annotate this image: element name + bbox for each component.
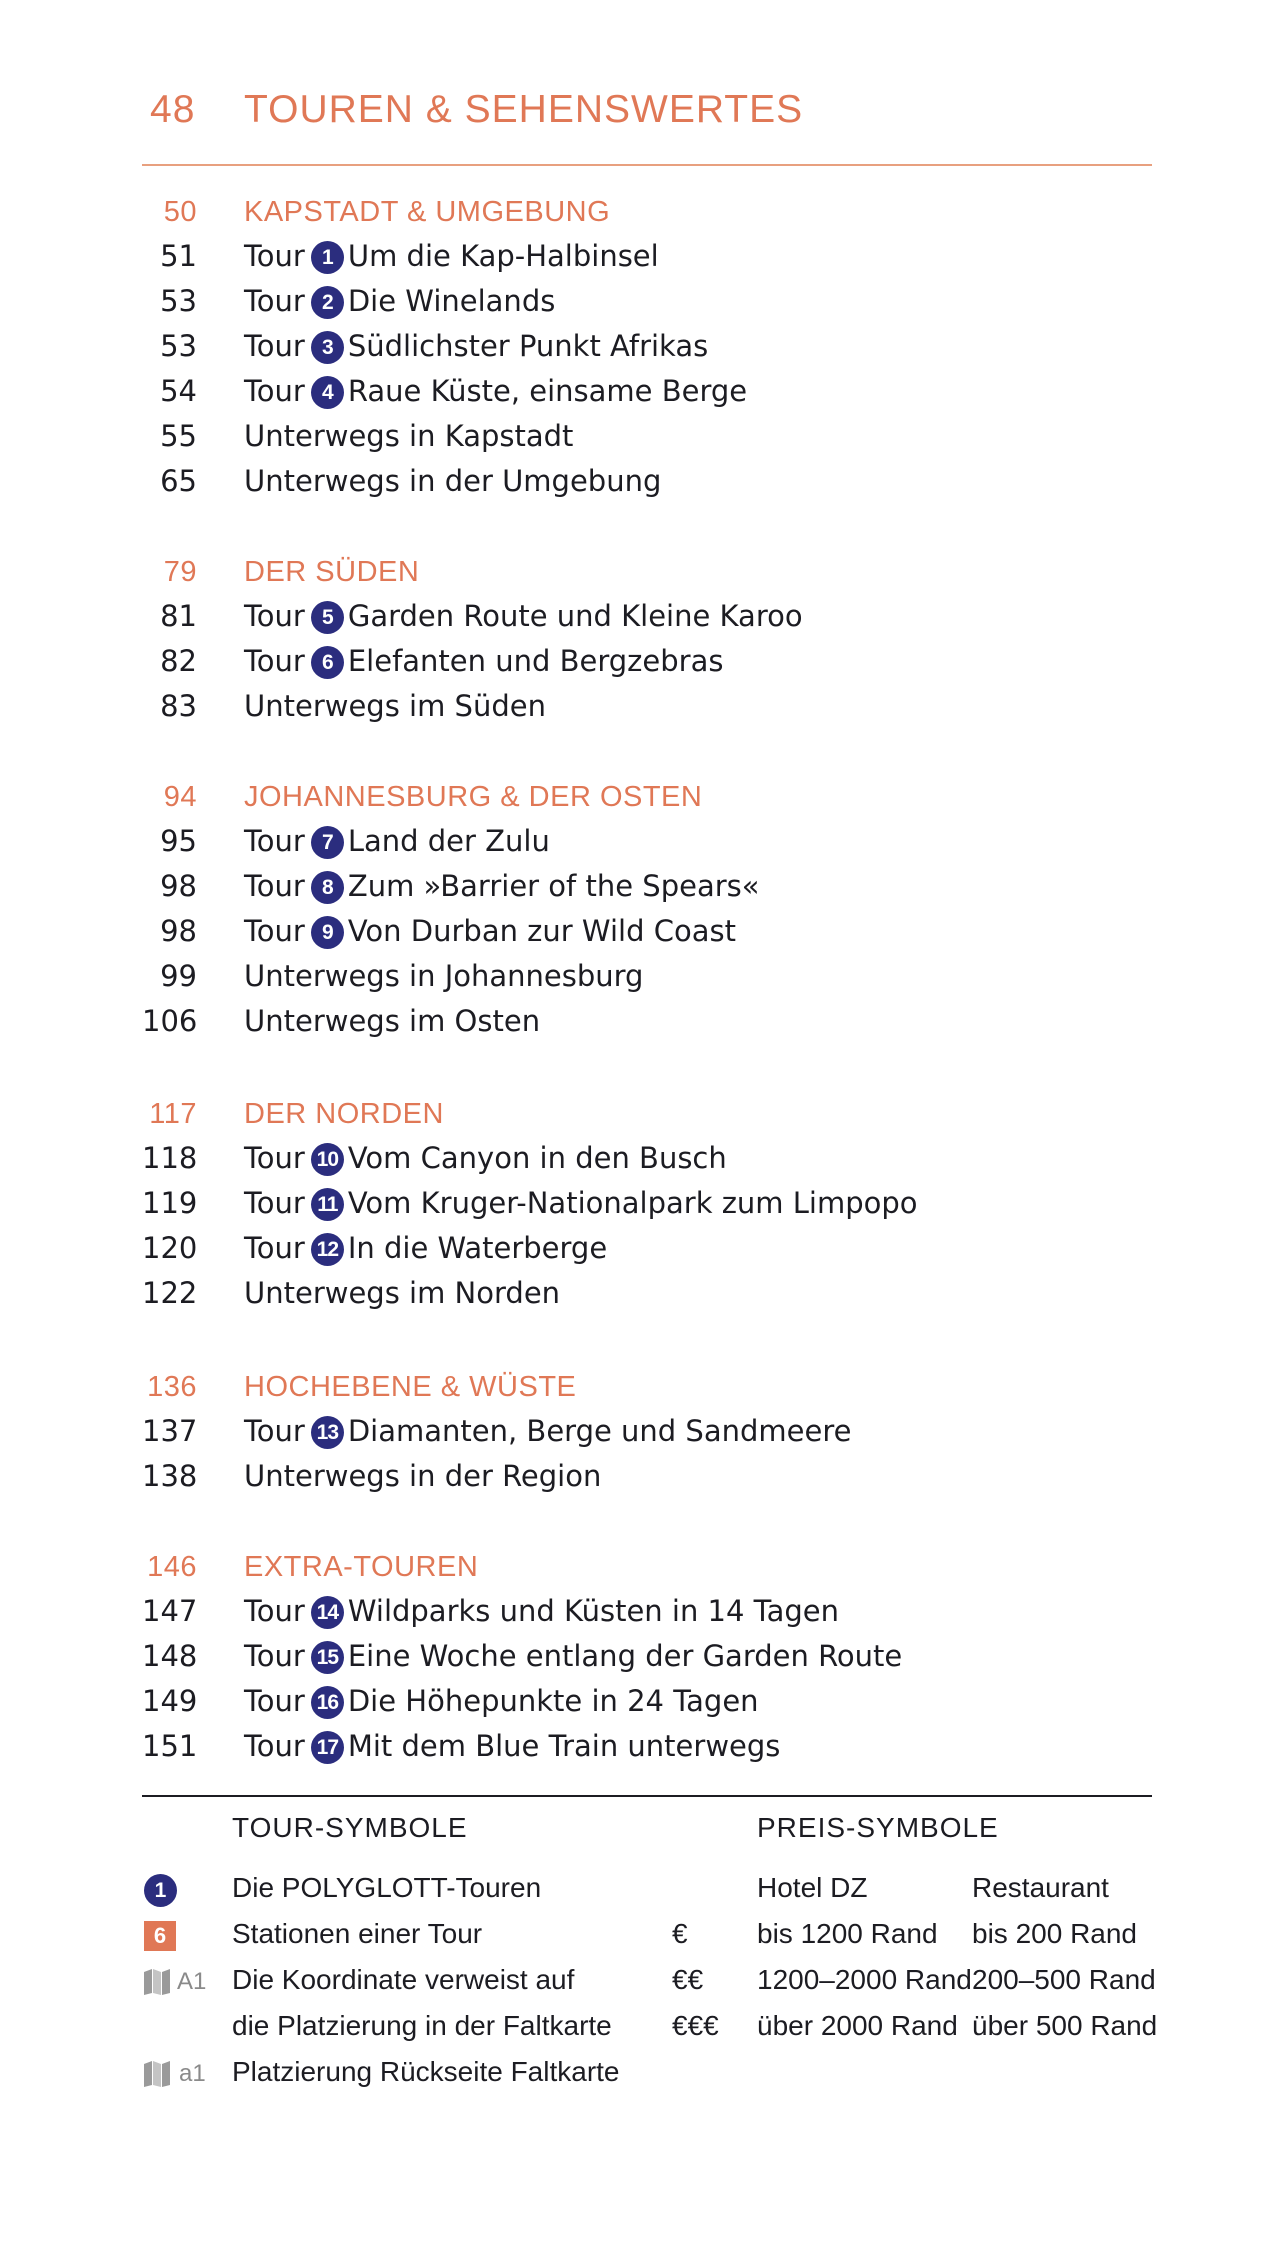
title-divider: [142, 164, 1152, 166]
toc-entry[interactable]: [142, 1410, 1152, 1455]
toc-entry[interactable]: [142, 640, 1152, 685]
entry-label: [244, 824, 550, 859]
tour-word: Tour: [244, 914, 305, 948]
section-heading[interactable]: [142, 775, 1152, 820]
toc-section: [142, 190, 1152, 505]
entry-page-number: 54: [160, 374, 197, 408]
entry-label: [244, 1594, 839, 1629]
entry-page-number: 151: [142, 1729, 198, 1763]
entry-title: Eine Woche entlang der Garden Route: [347, 1639, 903, 1673]
tour-word: Tour: [244, 1639, 305, 1673]
entry-label: [244, 284, 555, 319]
page-title: [146, 88, 1156, 138]
map-back-icon: [143, 2060, 171, 2088]
entry-label: [244, 1231, 607, 1266]
section-page-number: 50: [163, 196, 197, 228]
tour-word: Tour: [244, 239, 305, 273]
tour-number-badge: 14: [311, 1596, 344, 1629]
entry-title: Unterwegs in der Umgebung: [244, 464, 662, 498]
tour-number-badge: 5: [311, 601, 344, 634]
tour-number-badge: 10: [311, 1143, 344, 1176]
entry-label: [244, 1276, 560, 1310]
toc-section: [142, 1092, 1152, 1317]
entry-label: [244, 374, 747, 409]
entry-label: [244, 1004, 540, 1038]
entry-page-number: 138: [142, 1459, 198, 1493]
entry-title: Elefanten und Bergzebras: [347, 644, 724, 678]
price-col-hotel: Hotel DZ: [757, 1872, 868, 1903]
entry-label: [244, 419, 573, 453]
entry-label: [244, 1459, 601, 1493]
tour-circle-label: Die POLYGLOTT-Touren: [232, 1872, 542, 1903]
section-heading[interactable]: [142, 550, 1152, 595]
tour-number-badge: 15: [311, 1641, 344, 1674]
tour-word: Tour: [244, 284, 305, 318]
entry-label: [244, 869, 760, 904]
tour-word: Tour: [244, 1684, 305, 1718]
entry-title: In die Waterberge: [347, 1231, 608, 1265]
toc-entry[interactable]: [142, 280, 1152, 325]
section-title: DER SÜDEN: [244, 556, 420, 588]
tour-number-badge: 4: [311, 376, 344, 409]
tour-word: Tour: [244, 869, 305, 903]
toc-entry[interactable]: [142, 1635, 1152, 1680]
entry-page-number: 53: [160, 329, 197, 363]
entry-title: Von Durban zur Wild Coast: [347, 914, 736, 948]
entry-page-number: 118: [142, 1141, 198, 1175]
entry-title: Mit dem Blue Train unterwegs: [347, 1729, 781, 1763]
section-title: EXTRA-TOUREN: [244, 1551, 479, 1583]
entry-title: Die Höhepunkte in 24 Tagen: [347, 1684, 759, 1718]
coord-a-label: A1: [177, 1968, 207, 1995]
toc-entry[interactable]: [142, 955, 1152, 1000]
tour-number-badge: 9: [311, 916, 344, 949]
tour-number-badge: 12: [311, 1233, 344, 1266]
entry-page-number: 65: [160, 464, 197, 498]
section-page-number: 79: [163, 556, 197, 588]
price-hotel-3: über 2000 Rand: [757, 2010, 958, 2041]
toc-entry[interactable]: [142, 1272, 1152, 1317]
entry-page-number: 82: [160, 644, 197, 678]
tour-word: Tour: [244, 1186, 305, 1220]
entry-title: Raue Küste, einsame Berge: [347, 374, 748, 408]
price-symbol-2: €€: [672, 1964, 704, 1995]
page-title-text: TOUREN & SEHENSWERTES: [244, 88, 804, 131]
entry-label: [244, 1141, 727, 1176]
entry-page-number: 98: [160, 914, 197, 948]
price-restaurant-2: 200–500 Rand: [972, 1964, 1156, 1995]
tour-word: Tour: [244, 599, 305, 633]
entry-title: Unterwegs im Norden: [244, 1276, 561, 1310]
entry-title: Die Winelands: [347, 284, 556, 318]
entry-page-number: 53: [160, 284, 197, 318]
toc-section: [142, 1545, 1152, 1770]
station-square-label: Stationen einer Tour: [232, 1918, 483, 1949]
tour-number-badge: 6: [311, 646, 344, 679]
toc-entry[interactable]: [142, 595, 1152, 640]
toc-entry[interactable]: [142, 685, 1152, 730]
entry-title: Unterwegs im Süden: [244, 689, 546, 723]
price-col-restaurant: Restaurant: [972, 1872, 1109, 1903]
entry-label: [244, 1639, 902, 1674]
section-title: JOHANNESBURG & DER OSTEN: [244, 781, 703, 813]
entry-title: Um die Kap-Halbinsel: [347, 239, 659, 273]
tour-word: Tour: [244, 644, 305, 678]
price-hotel-2: 1200–2000 Rand: [757, 1964, 972, 1995]
entry-page-number: 95: [160, 824, 197, 858]
tour-number-badge: 17: [311, 1731, 344, 1764]
section-heading[interactable]: [142, 190, 1152, 235]
toc-entry[interactable]: [142, 1680, 1152, 1725]
tour-number-badge: 16: [311, 1686, 344, 1719]
toc-entry[interactable]: [142, 325, 1152, 370]
station-square-icon: 6: [144, 1921, 176, 1951]
price-symbol-1: €: [672, 1918, 688, 1949]
entry-page-number: 147: [142, 1594, 198, 1628]
section-page-number: 117: [149, 1098, 197, 1130]
toc-entry[interactable]: [142, 370, 1152, 415]
tour-word: Tour: [244, 1231, 305, 1265]
entry-page-number: 120: [142, 1231, 198, 1265]
map-icon: [143, 1968, 171, 1996]
section-page-number: 136: [147, 1371, 197, 1403]
tour-word: Tour: [244, 824, 305, 858]
entry-title: Unterwegs in Johannesburg: [244, 959, 644, 993]
legend-divider: [142, 1795, 1152, 1797]
tour-number-badge: 3: [311, 331, 344, 364]
entry-page-number: 137: [142, 1414, 198, 1448]
price-restaurant-1: bis 200 Rand: [972, 1918, 1138, 1949]
section-heading[interactable]: [142, 1365, 1152, 1410]
entry-title: Diamanten, Berge und Sandmeere: [347, 1414, 852, 1448]
entry-title: Garden Route und Kleine Karoo: [347, 599, 803, 633]
toc-entry[interactable]: [142, 1227, 1152, 1272]
coord-b-text: Platzierung Rückseite Faltkarte: [232, 2056, 620, 2087]
tour-circle-icon: 1: [144, 1874, 177, 1907]
price-symbol-3: €€€: [672, 2010, 719, 2041]
entry-title: Unterwegs in der Region: [244, 1459, 602, 1493]
entry-page-number: 119: [142, 1186, 198, 1220]
toc-entry[interactable]: [142, 235, 1152, 280]
entry-label: [244, 689, 546, 723]
entry-title: Unterwegs im Osten: [244, 1004, 541, 1038]
tour-word: Tour: [244, 374, 305, 408]
entry-page-number: 149: [142, 1684, 198, 1718]
tour-word: Tour: [244, 1729, 305, 1763]
entry-page-number: 148: [142, 1639, 198, 1673]
tour-word: Tour: [244, 1141, 305, 1175]
entry-title: Vom Kruger-Nationalpark zum Limpopo: [347, 1186, 918, 1220]
price-hotel-1: bis 1200 Rand: [757, 1918, 938, 1949]
tour-number-badge: 13: [311, 1416, 344, 1449]
entry-page-number: 106: [142, 1004, 198, 1038]
entry-page-number: 81: [160, 599, 197, 633]
entry-page-number: 99: [160, 959, 197, 993]
entry-title: Vom Canyon in den Busch: [347, 1141, 727, 1175]
tour-word: Tour: [244, 329, 305, 363]
entry-page-number: 122: [142, 1276, 198, 1310]
tour-number-badge: 11: [311, 1188, 344, 1221]
toc-entry[interactable]: [142, 865, 1152, 910]
coord-a-text-2: die Platzierung in der Faltkarte: [232, 2010, 612, 2041]
price-restaurant-3: über 500 Rand: [972, 2010, 1158, 2041]
entry-label: [244, 914, 736, 949]
tour-number-badge: 2: [311, 286, 344, 319]
entry-page-number: 55: [160, 419, 197, 453]
coord-b-label: a1: [179, 2060, 206, 2087]
coord-a-text-1: Die Koordinate verweist auf: [232, 1964, 575, 1995]
page-title-number: 48: [150, 88, 196, 131]
toc-entry[interactable]: [142, 1182, 1152, 1227]
entry-page-number: 51: [160, 239, 197, 273]
tour-word: Tour: [244, 1414, 305, 1448]
entry-page-number: 83: [160, 689, 197, 723]
entry-label: [244, 1684, 759, 1719]
section-title: HOCHEBENE & WÜSTE: [244, 1371, 577, 1403]
tour-number-badge: 1: [311, 241, 344, 274]
entry-label: [244, 644, 723, 679]
toc-entry[interactable]: [142, 1455, 1152, 1500]
entry-title: Südlichster Punkt Afrikas: [347, 329, 709, 363]
entry-label: [244, 959, 643, 993]
toc-entry[interactable]: [142, 460, 1152, 505]
entry-label: [244, 329, 708, 364]
entry-title: Zum »Barrier of the Spears«: [347, 869, 760, 903]
entry-label: [244, 239, 659, 274]
toc-section: [142, 775, 1152, 1045]
toc-entry[interactable]: [142, 820, 1152, 865]
toc-entry[interactable]: [142, 415, 1152, 460]
entry-label: [244, 599, 803, 634]
entry-page-number: 98: [160, 869, 197, 903]
section-title: KAPSTADT & UMGEBUNG: [244, 196, 611, 228]
entry-label: [244, 464, 661, 498]
toc-section: [142, 550, 1152, 730]
section-title: DER NORDEN: [244, 1098, 444, 1130]
section-page-number: 146: [147, 1551, 197, 1583]
entry-title: Land der Zulu: [347, 824, 550, 858]
entry-label: [244, 1414, 851, 1449]
section-heading[interactable]: [142, 1545, 1152, 1590]
section-heading[interactable]: [142, 1092, 1152, 1137]
toc-entry[interactable]: [142, 1590, 1152, 1635]
price-symbols-heading: PREIS-SYMBOLE: [757, 1812, 999, 1843]
tour-word: Tour: [244, 1594, 305, 1628]
section-page-number: 94: [163, 781, 197, 813]
entry-title: Unterwegs in Kapstadt: [244, 419, 574, 453]
tour-symbols-heading: TOUR-SYMBOLE: [232, 1812, 468, 1843]
toc-entry[interactable]: [142, 1725, 1152, 1770]
toc-entry[interactable]: [142, 1137, 1152, 1182]
toc-entry[interactable]: [142, 910, 1152, 955]
entry-title: Wildparks und Küsten in 14 Tagen: [347, 1594, 839, 1628]
entry-label: [244, 1729, 780, 1764]
tour-number-badge: 7: [311, 826, 344, 859]
toc-section: [142, 1365, 1152, 1500]
entry-label: [244, 1186, 918, 1221]
toc-entry[interactable]: [142, 1000, 1152, 1045]
tour-number-badge: 8: [311, 871, 344, 904]
